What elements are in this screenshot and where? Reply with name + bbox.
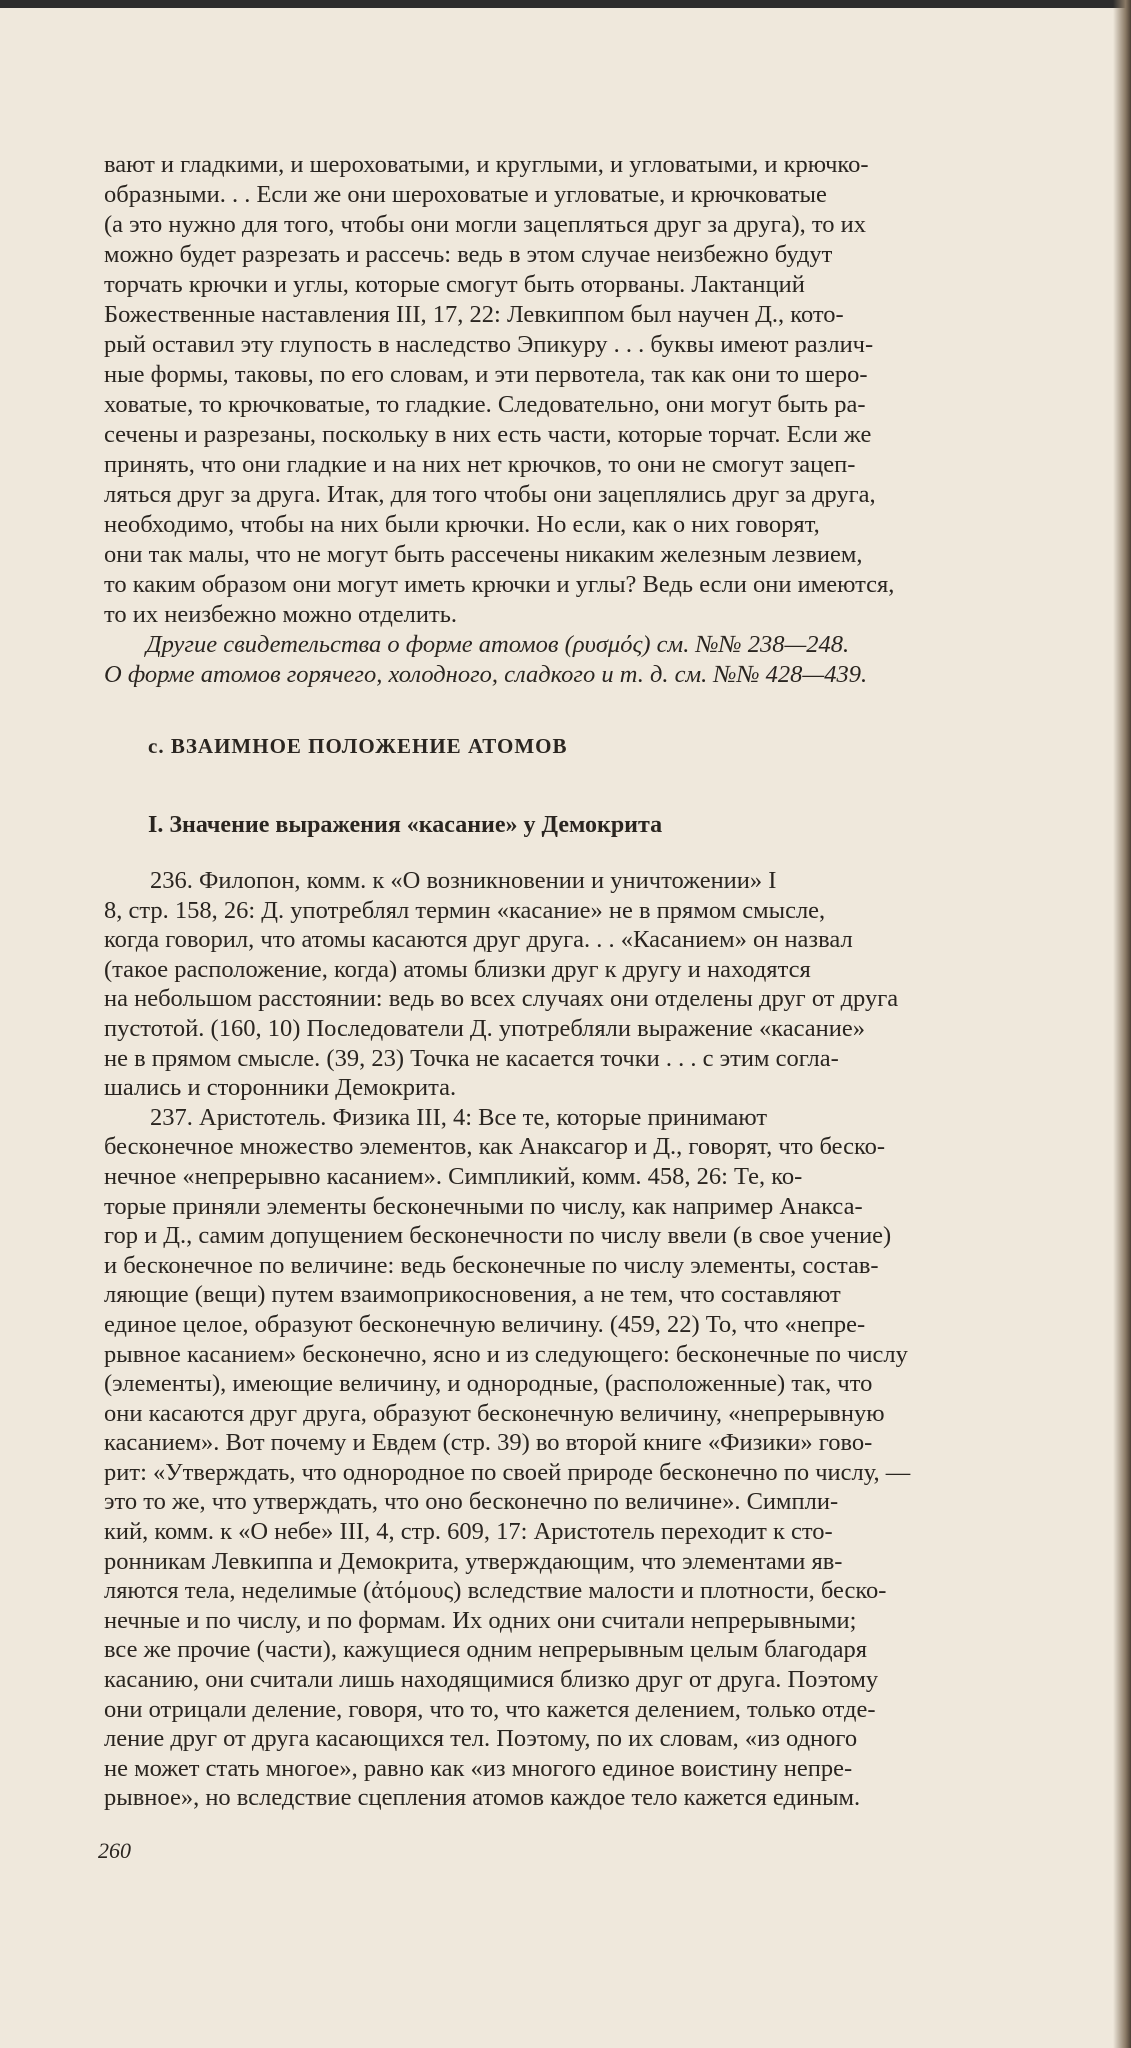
text-line: гор и Д., самим допущением бесконечности по числу ввели (в свое учение) [104, 1222, 892, 1250]
text-line: ные формы, таковы, по его словам, и эти первотела, так как они то шеро- [104, 361, 868, 388]
fragment-237 [104, 1103, 1094, 1813]
text-line: (элементы), имеющие величину, и однородные, (расположенные) так, что [104, 1370, 873, 1398]
text-line: единое целое, образуют бесконечную величину. (459, 22) То, что «непре- [104, 1310, 866, 1338]
text-line: касанию, они считали лишь находящимися близко друг от друга. Поэтому [104, 1666, 879, 1694]
text-line: 8, стр. 158, 26: Д. употреблял термин «касание» не в прямом смысле, [104, 896, 826, 924]
fragments-block [104, 866, 1094, 1813]
text-line: все же прочие (части), кажущиеся одним непрерывным целым благодаря [104, 1636, 868, 1664]
text-line: нечное «непрерывно касанием». Симпликий, комм. 458, 26: Те, ко- [104, 1162, 803, 1190]
top-paragraph [104, 150, 1094, 630]
text-line: они отрицали деление, говоря, что то, что кажется делением, только отде- [104, 1695, 876, 1723]
text-line: рый оставил эту глупость в наследство Эпикуру . . . буквы имеют различ- [104, 331, 874, 358]
text-line: принять, что они гладкие и на них нет крючков, то они не смогут зацеп- [104, 451, 856, 478]
text-line: пустотой. (160, 10) Последователи Д. употребляли выражение «касание» [104, 1014, 866, 1042]
text-line: шались и сторонники Демокрита. [104, 1074, 457, 1102]
text-line: образными. . . Если же они шероховатые и угловатые, и крючковатые [104, 181, 827, 208]
text-line: Божественные наставления III, 17, 22: Левкиппом был научен Д., кото- [104, 301, 844, 328]
text-line: торые приняли элементы бесконечными по числу, как например Анакса- [104, 1192, 863, 1220]
text-line: на небольшом расстоянии: ведь во всех случаях они отделены друг от друга [104, 985, 899, 1013]
text-line: ление друг от друга касающихся тел. Поэтому, по их словам, «из одного [104, 1725, 858, 1753]
cross-reference-line: О форме атомов горячего, холодного, сладкого и т. д. см. №№ 428—439. [104, 661, 868, 688]
text-line: рывное касанием» бесконечно, ясно и из следующего: бесконечные по числу [104, 1340, 908, 1368]
book-binding-edge [1113, 0, 1131, 2048]
subsection-heading-1: I. Значение выражения «касание» у Демокрита [148, 812, 663, 838]
text-line: ховатые, то крючковатые, то гладкие. Следовательно, они могут быть ра- [104, 391, 866, 418]
text-line: вают и гладкими, и шероховатыми, и круглыми, и угловатыми, и крючко- [104, 151, 869, 178]
text-line: рывное», но вследствие сцепления атомов каждое тело кажется единым. [104, 1784, 861, 1812]
text-line: это то же, что утверждать, что оно бесконечно по величине». Симпли- [104, 1488, 839, 1516]
text-line: то каким образом они могут иметь крючки и углы? Ведь если они имеются, [104, 571, 895, 598]
text-line: необходимо, чтобы на них были крючки. Но если, как о них говорят, [104, 511, 820, 538]
text-line: касанием». Вот почему и Евдем (стр. 39) во второй книге «Физики» гово- [104, 1429, 873, 1457]
fragment-236 [104, 866, 1094, 1103]
text-line: кий, комм. к «О небе» III, 4, стр. 609, 17: Аристотель переходит к сто- [104, 1518, 833, 1546]
text-line: когда говорил, что атомы касаются друг друга. . . «Касанием» он назвал [104, 926, 853, 954]
text-line: они касаются друг друга, образуют бесконечную величину, «непрерывную [104, 1399, 885, 1427]
text-line: бесконечное множество элементов, как Анаксагор и Д., говорят, что беско- [104, 1133, 886, 1161]
text-line: ронникам Левкиппа и Демокрита, утверждающим, что элементами яв- [104, 1547, 843, 1575]
text-line: они так малы, что не могут быть рассечены никаким железным лезвием, [104, 541, 863, 568]
text-line: не может стать многое», равно как «из многого единое воистину непре- [104, 1754, 853, 1782]
text-line: нечные и по числу, и по формам. Их одних они считали непрерывными; [104, 1606, 857, 1634]
text-line: торчать крючки и углы, которые смогут быть оторваны. Лактанций [104, 271, 805, 298]
text-line: (такое расположение, когда) атомы близки друг к другу и находятся [104, 955, 811, 983]
text-line: ляющие (вещи) путем взаимоприкосновения, а не тем, что составляют [104, 1281, 841, 1309]
text-line: и бесконечное по величине: ведь бесконечные по числу элементы, состав- [104, 1251, 879, 1279]
text-line: можно будет разрезать и рассечь: ведь в этом случае неизбежно будут [104, 241, 833, 268]
scan-top-band [0, 0, 1131, 8]
text-line: ляются тела, неделимые (ἀτόμους) вследствие малости и плотности, беско- [104, 1577, 887, 1605]
cross-reference-line: Другие свидетельства о форме атомов (ρυσμός) см. №№ 238—248. [146, 631, 850, 658]
text-line: 237. Аристотель. Физика III, 4: Все те, которые принимают [150, 1103, 768, 1131]
text-line: не в прямом смысле. (39, 23) Точка не касается точки . . . с этим согла- [104, 1044, 839, 1072]
text-line: 236. Филопон, комм. к «О возникновении и уничтожении» I [150, 867, 777, 894]
section-heading-c: с. ВЗАИМНОЕ ПОЛОЖЕНИЕ АТОМОВ [148, 734, 568, 758]
page-number: 260 [98, 1838, 131, 1863]
top-text-block [104, 150, 1094, 690]
text-line: то их неизбежно можно отделить. [104, 601, 458, 628]
text-line: сечены и разрезаны, поскольку в них есть части, которые торчат. Если же [104, 421, 872, 448]
text-line: (а это нужно для того, чтобы они могли зацепляться друг за друга), то их [104, 211, 867, 238]
text-line: ляться друг за друга. Итак, для того чтобы они зацеплялись друг за друга, [104, 481, 876, 508]
text-line: рит: «Утверждать, что однородное по своей природе бесконечно по числу, — [104, 1458, 911, 1486]
